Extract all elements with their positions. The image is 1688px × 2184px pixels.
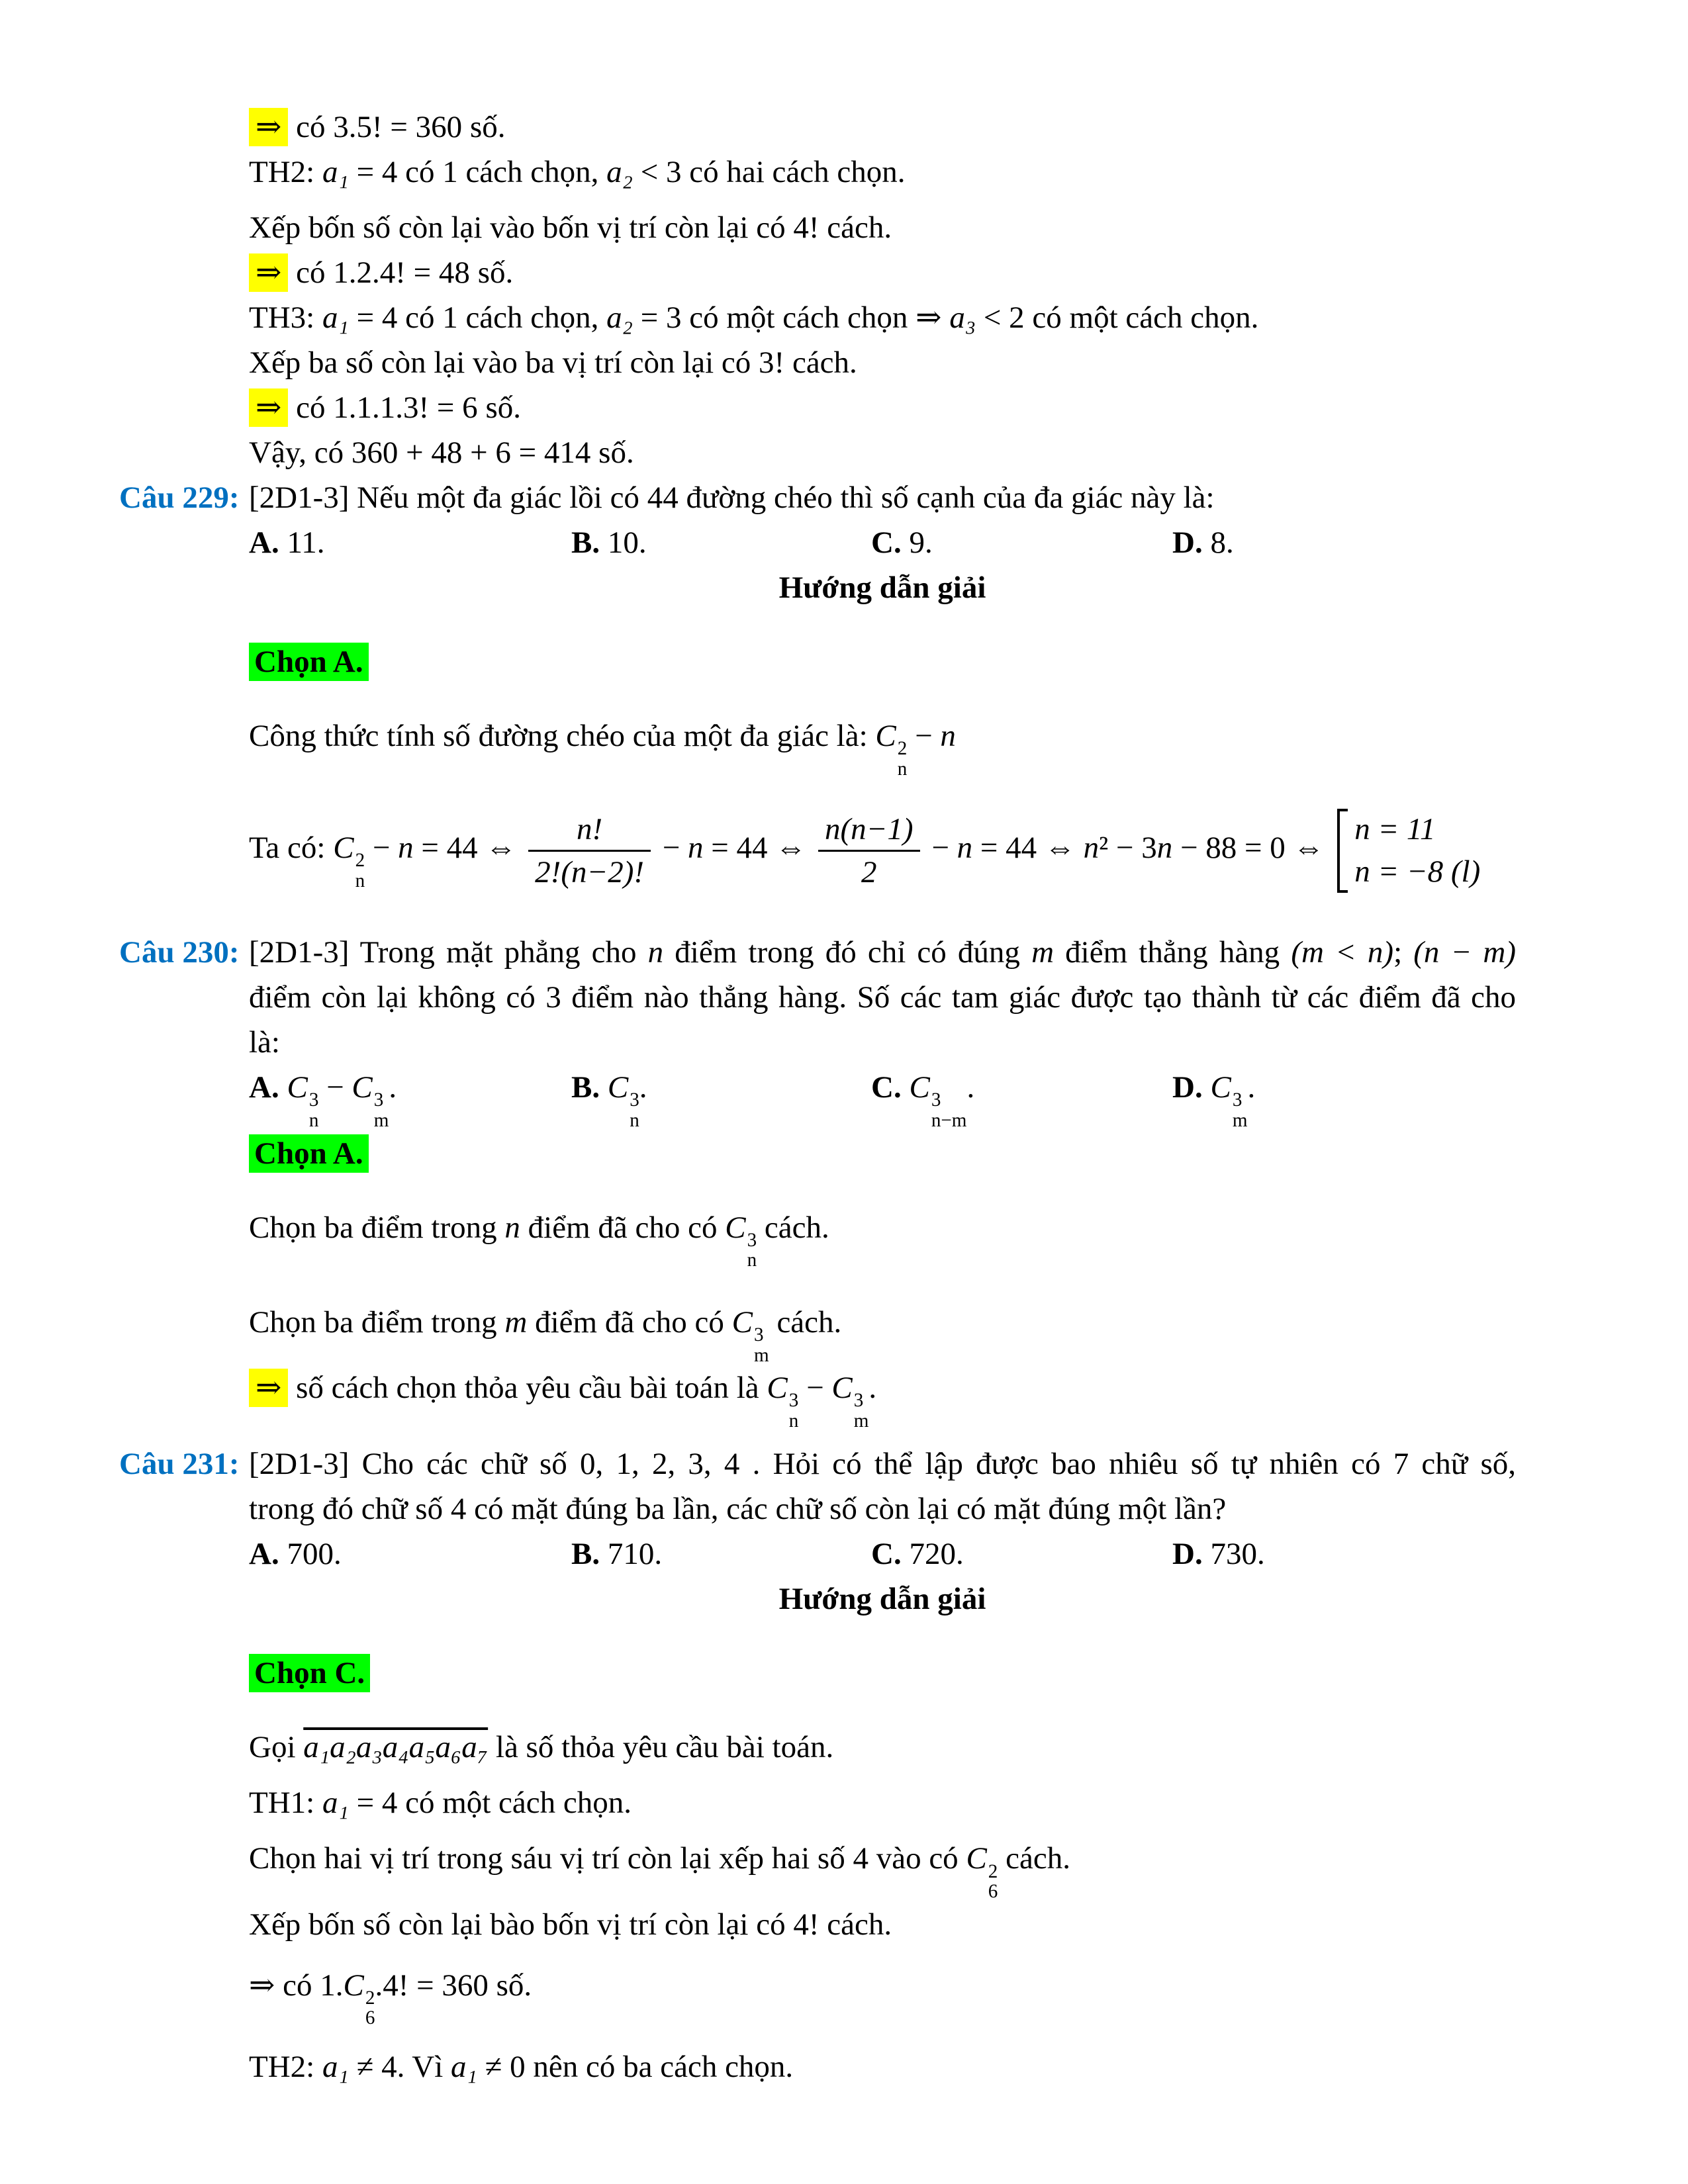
text-run: chữ số, — [1409, 1447, 1517, 1482]
text-run: Vì — [404, 2050, 451, 2085]
subscript: m — [373, 1110, 389, 1131]
solution-229-formula — [249, 795, 1516, 901]
math-variable: a₂ — [606, 300, 633, 335]
superscript: 2 — [365, 1987, 375, 2009]
text-run: số. — [462, 110, 506, 144]
math-text: 1.1.1.3! = 6 — [333, 390, 478, 425]
math-text: 3.5! = 360 — [333, 110, 463, 144]
solution-230-line-3 — [249, 1365, 1516, 1431]
answer-option-a — [249, 1065, 571, 1130]
answer-option-d — [1172, 1065, 1516, 1130]
text-run: có một cách chọn — [681, 300, 916, 335]
math-text: . — [639, 1070, 647, 1105]
overlined-number: a₁a₂a₃a₄a₅a₆a₇ — [303, 1730, 489, 1765]
prev-solution-line-1 — [249, 105, 1516, 150]
bold-text: A. — [249, 1537, 279, 1572]
math-text: 4! — [793, 1907, 820, 1942]
solution-229-line-1 — [249, 713, 1516, 779]
math-text: . — [966, 1070, 975, 1105]
math-text: 1. — [320, 1968, 344, 2003]
subscript: n — [788, 1410, 799, 1432]
math-variable: m — [504, 1304, 528, 1340]
prev-solution-line-3 — [249, 205, 1516, 250]
bold-text: B. — [571, 525, 600, 560]
combination-letter: C — [966, 1841, 987, 1876]
question-231 — [119, 1441, 1517, 1486]
answer-option-c — [871, 1065, 1172, 1130]
text-run: có — [288, 390, 334, 425]
solution-231-line-4 — [249, 1902, 1516, 1947]
math-text: 3! — [759, 345, 785, 380]
text-run: Công thức tính số đường chéo của một đa giác là: — [249, 719, 876, 753]
subscript: 6 — [988, 1881, 998, 1903]
text-run: có — [288, 110, 334, 144]
bold-text: D. — [1172, 1070, 1203, 1105]
combination-symbol — [333, 795, 365, 901]
text-run: điểm đã cho có — [520, 1210, 726, 1245]
solution-231-line-3 — [249, 1836, 1516, 1901]
cases-rows — [1354, 809, 1480, 893]
math-variable: a₁ — [322, 1786, 349, 1821]
answer-option-a — [249, 520, 571, 565]
text-run: điểm đã cho có — [527, 1304, 732, 1340]
math-text: 3 — [545, 980, 561, 1015]
math-text: 4 — [853, 1841, 868, 1876]
math-text: . — [868, 1371, 877, 1406]
prev-solution-line-5 — [249, 295, 1516, 340]
math-variable: n — [688, 831, 704, 866]
solution-230-line-1 — [249, 1205, 1516, 1271]
text-run: số. — [488, 1968, 532, 2003]
text-run: điểm thẳng hàng — [1054, 935, 1291, 970]
superscript: 3 — [754, 1324, 764, 1345]
math-text: = 4 — [348, 1786, 398, 1821]
superscript: 3 — [747, 1229, 757, 1251]
text-run: có hai cách chọn. — [681, 155, 906, 189]
question-number-label: Câu 229: — [119, 480, 240, 515]
text-run: 710. — [600, 1537, 663, 1572]
bold-text: B. — [571, 1537, 600, 1572]
prev-solution-line-8 — [249, 430, 1516, 475]
combination-letter: C — [909, 1070, 930, 1105]
equation-cases — [1337, 809, 1480, 893]
text-run: điểm trong đó chỉ có đúng — [663, 935, 1032, 970]
answer-option-d — [1172, 520, 1516, 565]
bold-text: A. — [249, 525, 279, 560]
superscript: 3 — [788, 1390, 799, 1412]
math-text: 360 + 48 + 6 = 414 — [351, 435, 591, 470]
question-230-cont-2 — [249, 1020, 1516, 1065]
math-text: ⇒ — [915, 300, 950, 335]
subscript: n — [747, 1250, 757, 1271]
chosen-answer-highlight: Chọn A. — [249, 1134, 369, 1173]
combination-symbol — [732, 1300, 769, 1365]
math-text: 7 — [1393, 1447, 1409, 1482]
fraction — [818, 811, 920, 890]
superscript: 3 — [630, 1089, 639, 1111]
math-variable: a₁ — [322, 2050, 349, 2085]
math-text: ≠ 4. — [348, 2050, 405, 2085]
text-run: [2D1-3] Nếu một đa giác lồi có — [249, 480, 647, 515]
text-run: trong đó chữ số — [249, 1492, 451, 1527]
superscript: 3 — [373, 1089, 384, 1111]
text-run: có một cách chọn. — [397, 1786, 632, 1821]
text-run: 730. — [1202, 1537, 1265, 1572]
scripts-stack — [988, 1862, 998, 1902]
answer-option-c — [871, 1531, 1172, 1576]
text-run: TH2: — [249, 2050, 322, 2085]
math-text: = 3 — [632, 300, 682, 335]
math-variable: (m < n) — [1291, 935, 1394, 970]
subscript: m — [1232, 1110, 1248, 1131]
text-run: Xếp ba số còn lại vào ba vị trí còn lại có — [249, 345, 759, 380]
text-run: 8. — [1202, 525, 1234, 560]
math-text: ≠ 0 — [477, 2050, 526, 2085]
text-run: điểm nào thẳng hàng. Số các tam giác được tạo thành từ các điểm đã cho — [561, 980, 1516, 1015]
question-229 — [119, 475, 1516, 520]
implies-arrow-icon: ⇒ — [249, 253, 288, 292]
solution-heading-231 — [249, 1576, 1516, 1621]
combination-letter: C — [1210, 1070, 1231, 1105]
text-run: số. — [590, 435, 634, 470]
text-run: điểm còn lại không có — [249, 980, 546, 1015]
text-run: TH1: — [249, 1786, 322, 1821]
bold-text: Hướng dẫn giải — [778, 1582, 986, 1617]
text-run: [2D1-3] Trong mặt phẳng cho — [249, 935, 648, 970]
scripts-stack — [630, 1090, 639, 1130]
scripts-stack — [789, 1390, 799, 1431]
combination-letter: C — [287, 1070, 308, 1105]
math-text: − — [655, 831, 688, 866]
scripts-stack — [854, 1390, 869, 1431]
math-text: 0, 1, 2, 3, 4 — [580, 1447, 740, 1482]
text-run: có mặt đúng ba lần, các chữ số còn lại có mặt đúng một lần? — [466, 1492, 1227, 1527]
text-run: 700. — [279, 1537, 342, 1572]
math-text: 1.2.4! = 48 — [333, 255, 470, 290]
answer-option-b — [571, 1065, 871, 1130]
math-text: − — [318, 1070, 352, 1105]
text-run: có 1 cách chọn, — [397, 155, 607, 189]
bold-text: D. — [1172, 525, 1203, 560]
text-run: Xếp bốn số còn lại bào bốn vị trí còn lại có — [249, 1907, 794, 1942]
text-run: có một cách chọn. — [1024, 300, 1259, 335]
math-text: − 88 = 0 ⇔ — [1172, 831, 1333, 866]
denominator: 2 — [861, 855, 877, 890]
math-variable: n — [957, 831, 973, 866]
answer-option-b — [571, 1531, 871, 1576]
scripts-stack — [355, 850, 365, 891]
math-text: − — [365, 831, 399, 866]
chosen-229 — [249, 639, 1516, 684]
numerator: n(n−1) — [818, 811, 920, 852]
scripts-stack — [754, 1325, 769, 1365]
math-variable: a₃ — [949, 300, 976, 335]
chosen-answer-highlight: Chọn A. — [249, 643, 369, 681]
cases-row: n = 11 — [1354, 812, 1436, 847]
solution-231-line-6 — [249, 2044, 1516, 2089]
text-run: Vậy, có — [249, 435, 352, 470]
math-text: 4! — [793, 210, 820, 245]
text-run: cách. — [769, 1304, 842, 1340]
denominator: 2!(n−2)! — [535, 855, 644, 890]
question-number-label: Câu 231: — [119, 1447, 240, 1482]
superscript: 2 — [897, 738, 908, 760]
math-text: < 2 — [976, 300, 1025, 335]
text-run: là số thỏa yêu cầu bài toán. — [488, 1730, 834, 1765]
text-run: có — [288, 255, 334, 290]
answer-option-c — [871, 520, 1172, 565]
prev-solution-line-7 — [249, 385, 1516, 430]
text-run: số. — [477, 390, 521, 425]
math-variable: (n − m) — [1413, 935, 1516, 970]
text-run: nên có ba cách chọn. — [525, 2050, 794, 2085]
text-run: số. — [469, 255, 514, 290]
scripts-stack — [309, 1090, 319, 1130]
text-run: 9. — [901, 525, 933, 560]
text-run: Chọn ba điểm trong — [249, 1304, 505, 1340]
text-run: 720. — [901, 1537, 964, 1572]
combination-letter: C — [352, 1070, 373, 1105]
combination-symbol — [909, 1065, 966, 1130]
math-variable: a₁ — [322, 155, 349, 189]
subscript: 6 — [365, 2007, 375, 2029]
math-text: ² − 3 — [1099, 831, 1157, 866]
bold-text: C. — [871, 1537, 902, 1572]
combination-letter: C — [333, 831, 354, 866]
text-run: ; — [1393, 935, 1414, 970]
solution-heading-229 — [249, 565, 1516, 610]
math-text: 4 — [450, 1492, 467, 1527]
subscript: m — [853, 1410, 869, 1432]
question-230 — [119, 930, 1516, 975]
combination-symbol — [344, 1963, 375, 2028]
math-text: < 3 — [632, 155, 682, 189]
math-text: 44 — [647, 480, 679, 515]
bold-text: A. — [249, 1070, 279, 1105]
combination-letter: C — [767, 1371, 788, 1406]
prev-solution-line-2 — [249, 150, 1516, 195]
math-variable: n — [1083, 831, 1100, 866]
cases-row: n = −8 (l) — [1354, 854, 1481, 889]
math-text: = 44 ⇔ — [703, 831, 815, 866]
combination-letter: C — [343, 1968, 364, 2003]
combination-letter: C — [831, 1371, 853, 1406]
combination-symbol — [767, 1365, 798, 1431]
text-run: cách. — [819, 210, 892, 245]
combination-symbol — [831, 1365, 868, 1431]
combination-letter: C — [731, 1304, 753, 1340]
combination-symbol — [966, 1836, 998, 1901]
text-run: Chọn hai vị trí trong sáu vị trí còn lại xếp hai số — [249, 1841, 853, 1876]
scripts-stack — [365, 1988, 375, 2028]
bold-text: C. — [871, 525, 902, 560]
text-run: . Hỏi có thể lập được bao nhiêu số tự nhiên có — [739, 1447, 1393, 1482]
text-run: cách. — [819, 1907, 892, 1942]
math-text: . — [389, 1070, 397, 1105]
combination-letter: C — [607, 1070, 629, 1105]
chosen-230 — [249, 1131, 1516, 1176]
subscript: m — [754, 1344, 769, 1366]
math-variable: a₂ — [606, 155, 633, 189]
combination-symbol — [608, 1065, 639, 1130]
numerator: n! — [528, 811, 651, 852]
question-number-label: Câu 230: — [119, 935, 240, 970]
fraction — [528, 811, 651, 890]
prev-solution-line-6 — [249, 340, 1516, 385]
text-run: có — [275, 1968, 320, 2003]
superscript: 2 — [355, 850, 365, 872]
text-run — [600, 1070, 608, 1105]
text-run: TH2: — [249, 155, 322, 189]
math-variable: n — [1156, 831, 1173, 866]
text-run: cách. — [784, 345, 857, 380]
math-text: = 4 — [348, 155, 398, 189]
text-run: cách. — [757, 1210, 829, 1245]
text-run: Xếp bốn số còn lại vào bốn vị trí còn lại có — [249, 210, 794, 245]
math-text: − — [907, 719, 941, 753]
combination-letter: C — [725, 1210, 746, 1245]
superscript: 2 — [988, 1860, 998, 1882]
math-text: − — [923, 831, 957, 866]
scripts-stack — [931, 1090, 967, 1130]
math-text: = 44 ⇔ — [413, 831, 525, 866]
combination-symbol — [287, 1065, 318, 1130]
math-variable: m — [1031, 935, 1055, 970]
combination-symbol — [875, 713, 907, 779]
math-variable: a₁ — [322, 300, 349, 335]
text-run: vào có — [868, 1841, 966, 1876]
text-run: cách. — [998, 1841, 1070, 1876]
text-run: 11. — [279, 525, 325, 560]
superscript: 3 — [931, 1089, 941, 1111]
solution-231-line-2 — [249, 1780, 1516, 1825]
document-content — [119, 0, 1517, 2089]
scripts-stack — [374, 1090, 389, 1130]
answers-229 — [249, 520, 1516, 565]
implies-arrow-icon: ⇒ — [249, 388, 288, 427]
math-variable: n — [647, 935, 664, 970]
subscript: n — [355, 870, 365, 891]
text-run: có 1 cách chọn, — [397, 300, 607, 335]
combination-symbol — [725, 1205, 757, 1271]
subscript: n — [897, 758, 908, 780]
bold-text: C. — [871, 1070, 902, 1105]
scripts-stack — [1233, 1090, 1248, 1130]
answer-option-a — [249, 1531, 571, 1576]
subscript: n — [308, 1110, 319, 1131]
bold-text: Hướng dẫn giải — [778, 570, 986, 605]
text-run: đường chéo thì số cạnh của đa giác này là: — [678, 480, 1215, 515]
superscript: 3 — [853, 1390, 864, 1412]
text-run — [1203, 1070, 1211, 1105]
bold-text: B. — [571, 1070, 600, 1105]
chosen-231 — [249, 1651, 1516, 1696]
solution-230-line-2 — [249, 1300, 1516, 1365]
answer-option-d — [1172, 1531, 1516, 1576]
combination-symbol — [1210, 1065, 1247, 1130]
text-run: Gọi — [249, 1730, 304, 1765]
text-run: Ta có: — [249, 831, 334, 866]
text-run: là: — [249, 1025, 280, 1060]
math-variable: n — [398, 831, 414, 866]
question-230-cont-1 — [249, 975, 1516, 1020]
math-text: . — [1247, 1070, 1256, 1105]
bold-text: D. — [1172, 1537, 1203, 1572]
implies-arrow-icon: ⇒ — [249, 1369, 288, 1407]
scripts-stack — [898, 739, 908, 779]
text-run: 10. — [600, 525, 647, 560]
math-variable: a₁ — [451, 2050, 477, 2085]
answer-option-b — [571, 520, 871, 565]
scripts-stack — [747, 1230, 757, 1271]
superscript: 3 — [308, 1089, 319, 1111]
math-text: = 44 ⇔ — [972, 831, 1084, 866]
cases-bracket-icon — [1337, 809, 1348, 893]
text-run: Chọn ba điểm trong — [249, 1210, 505, 1245]
math-text: .4! = 360 — [375, 1968, 489, 2003]
math-variable: n — [504, 1210, 520, 1245]
subscript: n — [630, 1110, 639, 1131]
math-text: − — [798, 1371, 832, 1406]
subscript: n−m — [931, 1110, 967, 1131]
chosen-answer-highlight: Chọn C. — [249, 1654, 370, 1692]
math-text: = 4 — [348, 300, 398, 335]
combination-symbol — [352, 1065, 389, 1130]
superscript: 3 — [1232, 1089, 1243, 1111]
text-run — [279, 1070, 287, 1105]
answers-230 — [249, 1065, 1516, 1130]
math-variable: n — [940, 719, 956, 753]
text-run: TH3: — [249, 300, 322, 335]
text-run — [902, 1070, 910, 1105]
math-text: ⇒ — [249, 1968, 275, 2003]
implies-arrow-icon: ⇒ — [249, 108, 288, 146]
solution-231-line-1 — [249, 1725, 1516, 1770]
answers-231 — [249, 1531, 1516, 1576]
text-run: [2D1-3] Cho các chữ số — [249, 1447, 581, 1482]
prev-solution-line-4 — [249, 250, 1516, 295]
solution-231-line-5 — [249, 1963, 1516, 2028]
combination-letter: C — [875, 719, 896, 753]
text-run: số cách chọn thỏa yêu cầu bài toán là — [288, 1371, 767, 1406]
question-231-cont — [249, 1486, 1516, 1531]
